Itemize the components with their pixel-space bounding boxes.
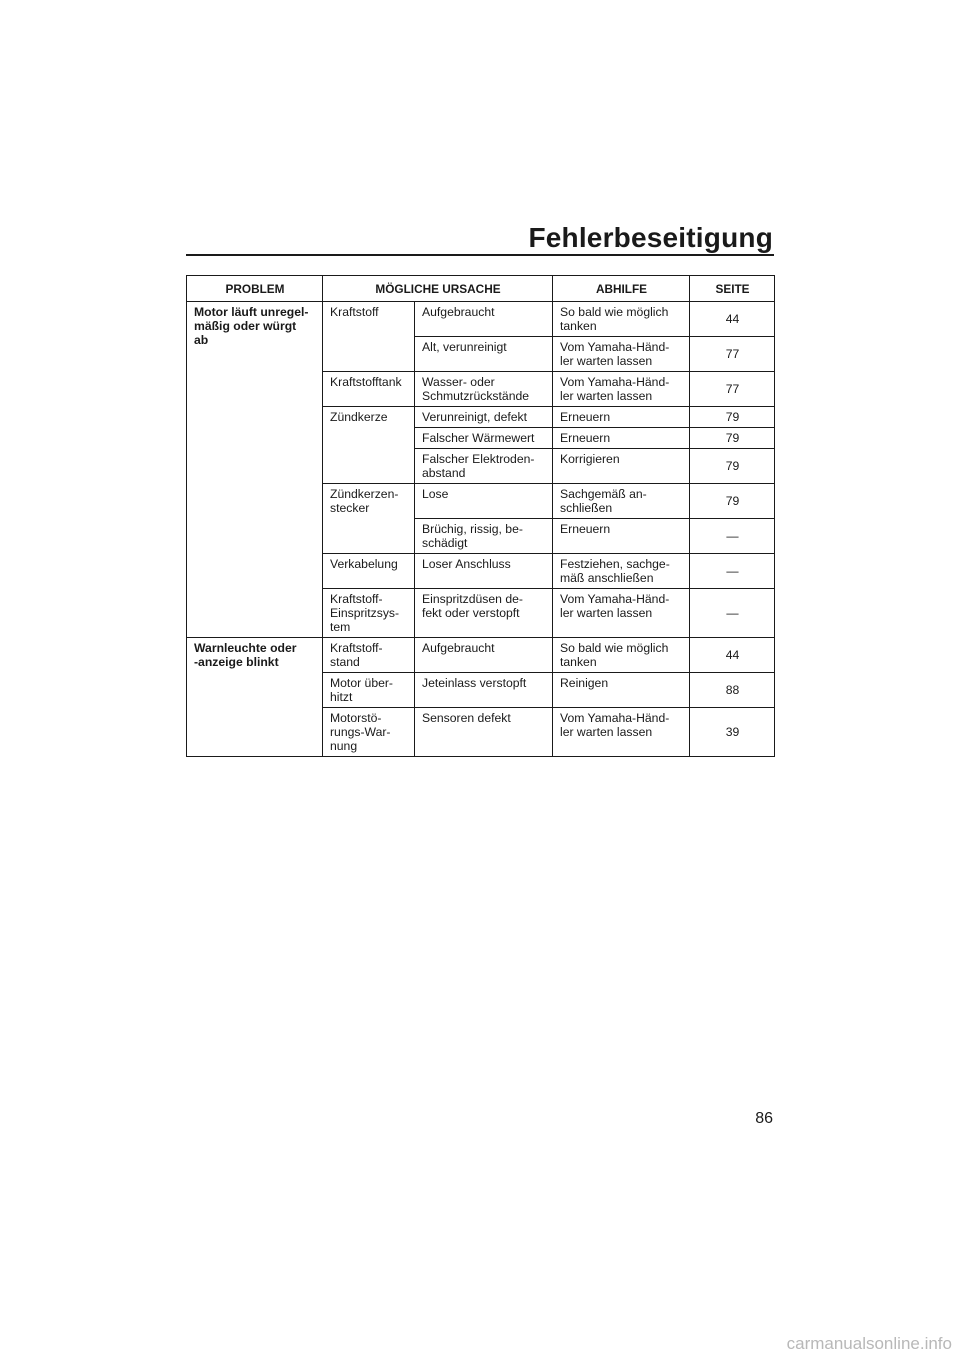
remedy-cell: Erneuern (553, 519, 690, 554)
remedy-cell: Korrigieren (553, 449, 690, 484)
remedy-cell: Reinigen (553, 673, 690, 708)
page-ref-cell: 77 (690, 372, 775, 407)
cause-cell: Einspritzdüsen de- fekt oder verstopft (415, 589, 553, 638)
table-row (187, 302, 775, 337)
page-ref-cell: 77 (690, 337, 775, 372)
cause-cell: Alt, verunreinigt (415, 337, 553, 372)
page-ref-cell: 44 (690, 302, 775, 337)
remedy-cell: Vom Yamaha-Händ- ler warten lassen (553, 708, 690, 757)
cause-cell: Brüchig, rissig, be- schädigt (415, 519, 553, 554)
cause-cell: Wasser- oder Schmutzrückstände (415, 372, 553, 407)
page-ref-cell: 79 (690, 449, 775, 484)
remedy-cell: So bald wie möglich tanken (553, 302, 690, 337)
page-number: 86 (755, 1110, 773, 1127)
cause-cell: Verunreinigt, defekt (415, 407, 553, 428)
page-ref-cell: 79 (690, 407, 775, 428)
page-ref-cell: 79 (690, 428, 775, 449)
remedy-cell: Vom Yamaha-Händ- ler warten lassen (553, 337, 690, 372)
page-ref-cell: — (690, 589, 775, 638)
problem-cell: Motor läuft unregel- mäßig oder würgt ab (187, 302, 323, 638)
component-cell: Kraftstoff- stand (323, 638, 415, 673)
page-ref-cell: 79 (690, 484, 775, 519)
remedy-cell: Erneuern (553, 428, 690, 449)
cause-cell: Aufgebraucht (415, 638, 553, 673)
page-ref-cell: — (690, 554, 775, 589)
component-cell: Kraftstoff (323, 302, 415, 372)
page-ref-cell: 39 (690, 708, 775, 757)
page-title: Fehlerbeseitigung (528, 222, 773, 253)
remedy-cell: Erneuern (553, 407, 690, 428)
cause-cell: Falscher Elektroden- abstand (415, 449, 553, 484)
problem-cell: Warnleuchte oder -anzeige blinkt (187, 638, 323, 757)
page-ref-cell: 44 (690, 638, 775, 673)
page-ref-cell: 88 (690, 673, 775, 708)
component-cell: Zündkerze (323, 407, 415, 484)
watermark: carmanualsonline.info (786, 1334, 952, 1353)
page-ref-cell: — (690, 519, 775, 554)
remedy-cell: Sachgemäß an- schließen (553, 484, 690, 519)
table-row (187, 638, 775, 673)
component-cell: Kraftstoff- Einspritzsys- tem (323, 589, 415, 638)
component-cell: Motor über- hitzt (323, 673, 415, 708)
remedy-cell: Vom Yamaha-Händ- ler warten lassen (553, 589, 690, 638)
component-cell: Zündkerzen- stecker (323, 484, 415, 554)
cause-cell: Sensoren defekt (415, 708, 553, 757)
header-problem: PROBLEM (187, 276, 323, 302)
cause-cell: Lose (415, 484, 553, 519)
table-header-row (187, 276, 775, 302)
cause-cell: Jeteinlass verstopft (415, 673, 553, 708)
component-cell: Verkabelung (323, 554, 415, 589)
remedy-cell: Vom Yamaha-Händ- ler warten lassen (553, 372, 690, 407)
cause-cell: Loser Anschluss (415, 554, 553, 589)
header-remedy: ABHILFE (553, 276, 690, 302)
component-cell: Kraftstofftank (323, 372, 415, 407)
cause-cell: Aufgebraucht (415, 302, 553, 337)
remedy-cell: So bald wie möglich tanken (553, 638, 690, 673)
header-page: SEITE (690, 276, 775, 302)
header-cause: MÖGLICHE URSACHE (323, 276, 553, 302)
remedy-cell: Festziehen, sachge- mäß anschließen (553, 554, 690, 589)
troubleshooting-table (186, 275, 775, 757)
component-cell: Motorstö- rungs-War- nung (323, 708, 415, 757)
title-rule (186, 254, 774, 256)
cause-cell: Falscher Wärmewert (415, 428, 553, 449)
